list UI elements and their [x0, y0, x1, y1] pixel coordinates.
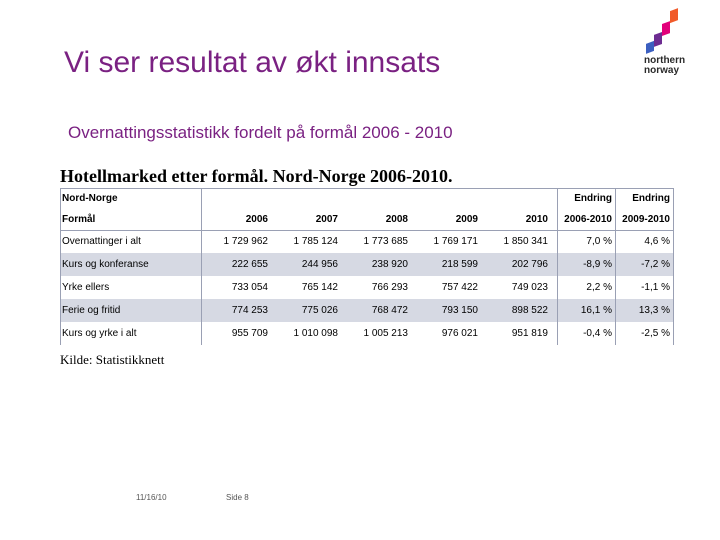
logo-line-1: northern — [644, 55, 686, 66]
table-border — [60, 188, 61, 345]
table-cell: 218 599 — [441, 259, 478, 270]
table-divider — [60, 230, 674, 231]
column-header-2009: 2009 — [455, 214, 478, 225]
table-cell: 1 005 213 — [363, 328, 408, 339]
statistics-table — [60, 188, 674, 345]
table-header-row-1 — [60, 188, 674, 209]
table-cell: 733 054 — [231, 282, 268, 293]
table-cell: 4,6 % — [644, 236, 670, 247]
table-cell: 955 709 — [231, 328, 268, 339]
column-header-2008: 2008 — [385, 214, 408, 225]
table-cell: 757 422 — [441, 282, 478, 293]
table-row — [60, 276, 674, 299]
table-cell: 1 769 171 — [433, 236, 478, 247]
column-header-formal: Formål — [62, 214, 96, 225]
table-cell: 222 655 — [231, 259, 268, 270]
table-row — [60, 230, 674, 253]
table-border — [673, 188, 674, 345]
table-cell: 775 026 — [301, 305, 338, 316]
table-cell: 749 023 — [511, 282, 548, 293]
table-cell: 793 150 — [441, 305, 478, 316]
logo-wordmark — [644, 56, 704, 76]
table-cell: 238 920 — [371, 259, 408, 270]
table-row — [60, 299, 674, 322]
column-header-change-2009-2010: 2009-2010 — [622, 214, 670, 225]
table-cell: 16,1 % — [580, 305, 612, 316]
logo-line-2: norway — [644, 65, 680, 76]
table-title: Hotellmarked etter formål. Nord-Norge 2006-2010. — [60, 166, 453, 186]
table-cell: 976 021 — [441, 328, 478, 339]
row-label: Kurs og konferanse — [62, 259, 149, 270]
table-cell: -0,4 % — [583, 328, 612, 339]
table-cell: 766 293 — [371, 282, 408, 293]
slide-subtitle: Overnattingsstatistikk fordelt på formål 2006 - 2010 — [68, 123, 453, 142]
table-cell: 1 785 124 — [293, 236, 338, 247]
footer-page-number: Side 8 — [226, 493, 249, 502]
table-divider — [557, 188, 558, 345]
table-cell: 898 522 — [511, 305, 548, 316]
table-cell: -2,5 % — [641, 328, 670, 339]
table-header-row-2 — [60, 209, 674, 230]
column-header-2007: 2007 — [315, 214, 338, 225]
table-cell: 1 773 685 — [363, 236, 408, 247]
table-cell: 202 796 — [511, 259, 548, 270]
table-cell: 765 142 — [301, 282, 338, 293]
table-divider — [60, 345, 674, 346]
table-cell: -1,1 % — [641, 282, 670, 293]
table-cell: 951 819 — [511, 328, 548, 339]
footer-date: 11/16/10 — [136, 493, 167, 502]
table-cell: 244 956 — [301, 259, 338, 270]
table-source: Kilde: Statistikknett — [60, 352, 165, 367]
table-divider — [615, 188, 616, 345]
table-cell: 2,2 % — [586, 282, 612, 293]
table-cell: 13,3 % — [638, 305, 670, 316]
table-cell: 768 472 — [371, 305, 408, 316]
table-cell: 1 850 341 — [503, 236, 548, 247]
endring-header-a: Endring — [574, 193, 612, 204]
table-cell: -8,9 % — [583, 259, 612, 270]
table-cell: -7,2 % — [641, 259, 670, 270]
column-header-2006: 2006 — [245, 214, 268, 225]
table-cell: 1 010 098 — [293, 328, 338, 339]
slide-title: Vi ser resultat av økt innsats — [64, 46, 441, 79]
table-row — [60, 322, 674, 345]
row-label: Overnattinger i alt — [62, 236, 141, 247]
row-label: Yrke ellers — [62, 282, 110, 293]
row-label: Kurs og yrke i alt — [62, 328, 137, 339]
row-label: Ferie og fritid — [62, 305, 121, 316]
table-cell: 1 729 962 — [223, 236, 268, 247]
table-cell: 7,0 % — [586, 236, 612, 247]
table-cell: 774 253 — [231, 305, 268, 316]
table-row — [60, 253, 674, 276]
table-border — [60, 188, 674, 189]
region-label: Nord-Norge — [62, 193, 118, 204]
table-divider — [201, 188, 202, 345]
column-header-change-2006-2010: 2006-2010 — [564, 214, 612, 225]
endring-header-b: Endring — [632, 193, 670, 204]
column-header-2010: 2010 — [525, 214, 548, 225]
